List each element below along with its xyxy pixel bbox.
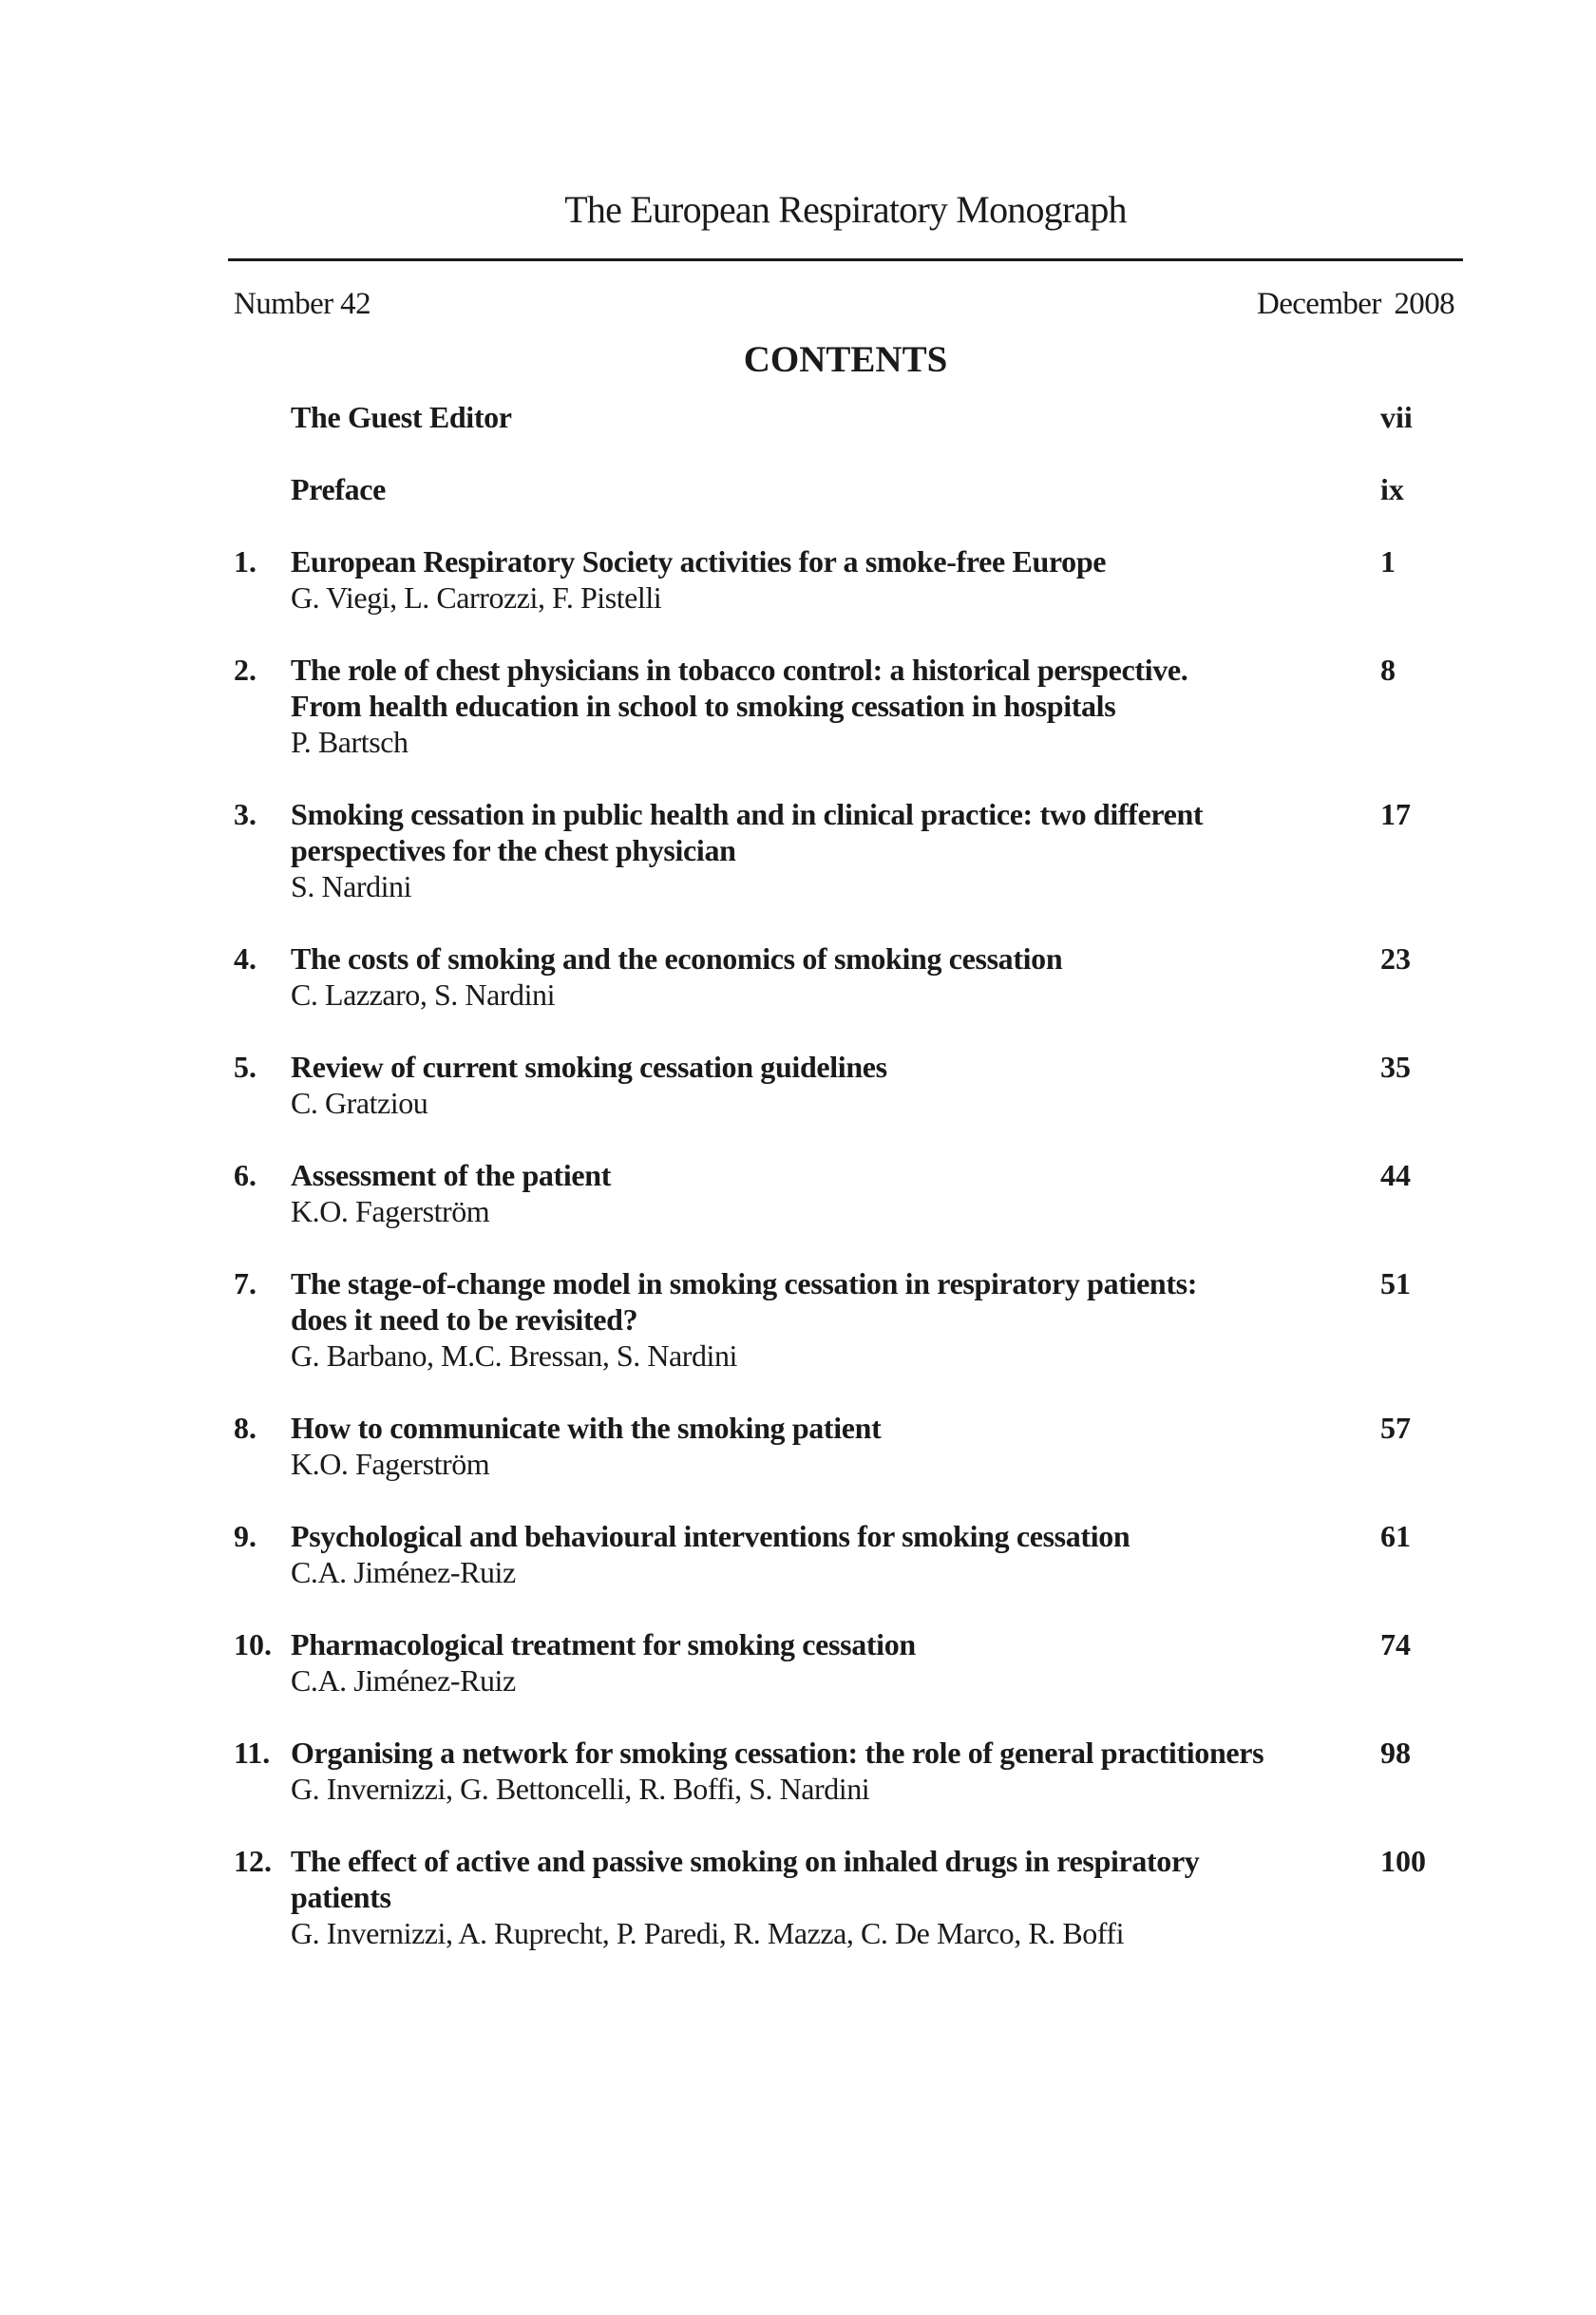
entry-title: The Guest Editor: [291, 400, 512, 434]
entry-authors: G. Viegi, L. Carrozzi, F. Pistelli: [291, 580, 662, 615]
toc-entry-chapter-7: [0, 1265, 1596, 1374]
contents-heading: CONTENTS: [743, 339, 948, 380]
entry-authors: C. Lazzaro, S. Nardini: [291, 977, 556, 1012]
entry-number: 12.: [234, 1844, 272, 1878]
entry-page-number: 1: [1380, 544, 1396, 579]
entry-title-line: does it need to be revisited?: [291, 1302, 638, 1337]
entry-title-line: The effect of active and passive smoking on inhaled drugs in respiratory: [291, 1844, 1200, 1878]
entry-authors: C.A. Jiménez-Ruiz: [291, 1555, 516, 1589]
toc-entry-chapter-6: [0, 1157, 1596, 1229]
entry-page-number: 61: [1380, 1519, 1411, 1553]
entry-title-line: The role of chest physicians in tobacco control: a historical perspective.: [291, 653, 1188, 687]
toc-entry-chapter-9: [0, 1518, 1596, 1590]
entry-authors: K.O. Fagerström: [291, 1194, 490, 1228]
entry-authors: P. Bartsch: [291, 725, 408, 759]
entry-page-number: 57: [1380, 1411, 1411, 1445]
issue-number: Number 42: [234, 287, 370, 321]
entry-page-number: ix: [1380, 472, 1404, 506]
title-rule: [228, 258, 1463, 261]
entry-number: 7.: [234, 1266, 256, 1300]
entry-title-line: The stage-of-change model in smoking cessation in respiratory patients:: [291, 1266, 1198, 1300]
entry-page-number: 74: [1380, 1627, 1411, 1661]
entry-number: 10.: [234, 1627, 272, 1661]
toc-entry-chapter-11: [0, 1735, 1596, 1807]
entry-authors: C.A. Jiménez-Ruiz: [291, 1663, 516, 1698]
entry-number: 5.: [234, 1050, 256, 1084]
toc-entry-chapter-1: [0, 543, 1596, 616]
toc-entry-preface: [0, 471, 1596, 507]
entry-number: 1.: [234, 544, 256, 579]
entry-title: Pharmacological treatment for smoking cessation: [291, 1627, 916, 1661]
entry-title: Organising a network for smoking cessation: the role of general practitioners: [291, 1736, 1264, 1770]
entry-title: Review of current smoking cessation guidelines: [291, 1050, 887, 1084]
toc-entry-chapter-4: [0, 940, 1596, 1013]
entry-number: 4.: [234, 941, 256, 976]
entry-title: Assessment of the patient: [291, 1158, 612, 1192]
entry-number: 6.: [234, 1158, 256, 1192]
entry-page-number: 17: [1380, 797, 1411, 831]
entry-title: How to communicate with the smoking patient: [291, 1411, 882, 1445]
toc-entry-chapter-2: [0, 652, 1596, 760]
entry-number: 8.: [234, 1411, 256, 1445]
journal-title: The European Respiratory Monograph: [564, 188, 1127, 231]
entry-authors: G. Invernizzi, A. Ruprecht, P. Paredi, R. Mazza, C. De Marco, R. Boffi: [291, 1916, 1125, 1950]
table-of-contents: [0, 399, 1596, 1951]
toc-entry-chapter-8: [0, 1410, 1596, 1482]
entry-title-line: From health education in school to smoking cessation in hospitals: [291, 689, 1116, 723]
entry-page-number: 98: [1380, 1736, 1411, 1770]
entry-authors: S. Nardini: [291, 869, 412, 903]
entry-title: The costs of smoking and the economics of smoking cessation: [291, 941, 1063, 976]
entry-authors: C. Gratziou: [291, 1086, 428, 1120]
entry-number: 3.: [234, 797, 256, 831]
entry-authors: G. Barbano, M.C. Bressan, S. Nardini: [291, 1338, 737, 1373]
entry-page-number: 8: [1380, 653, 1396, 687]
entry-title: Preface: [291, 472, 386, 506]
entry-page-number: 100: [1380, 1844, 1426, 1878]
toc-entry-chapter-10: [0, 1626, 1596, 1698]
entry-page-number: 35: [1380, 1050, 1411, 1084]
toc-entry-guest-editor: [0, 399, 1596, 435]
entry-page-number: vii: [1380, 400, 1413, 434]
entry-page-number: 51: [1380, 1266, 1411, 1300]
entry-number: 11.: [234, 1736, 271, 1770]
entry-number: 9.: [234, 1519, 256, 1553]
entry-title-line: perspectives for the chest physician: [291, 833, 736, 867]
entry-title: European Respiratory Society activities for a smoke-free Europe: [291, 544, 1107, 579]
toc-entry-chapter-3: [0, 796, 1596, 904]
entry-authors: G. Invernizzi, G. Bettoncelli, R. Boffi, S. Nardini: [291, 1772, 870, 1806]
entry-number: 2.: [234, 653, 256, 687]
entry-page-number: 23: [1380, 941, 1411, 976]
entry-title-line: patients: [291, 1880, 391, 1914]
issue-date: December 2008: [1256, 287, 1454, 321]
toc-entry-chapter-5: [0, 1049, 1596, 1121]
entry-page-number: 44: [1380, 1158, 1411, 1192]
entry-authors: K.O. Fagerström: [291, 1447, 490, 1481]
toc-entry-chapter-12: [0, 1843, 1596, 1951]
entry-title: Psychological and behavioural interventions for smoking cessation: [291, 1519, 1130, 1553]
entry-title-line: Smoking cessation in public health and in clinical practice: two different: [291, 797, 1204, 831]
